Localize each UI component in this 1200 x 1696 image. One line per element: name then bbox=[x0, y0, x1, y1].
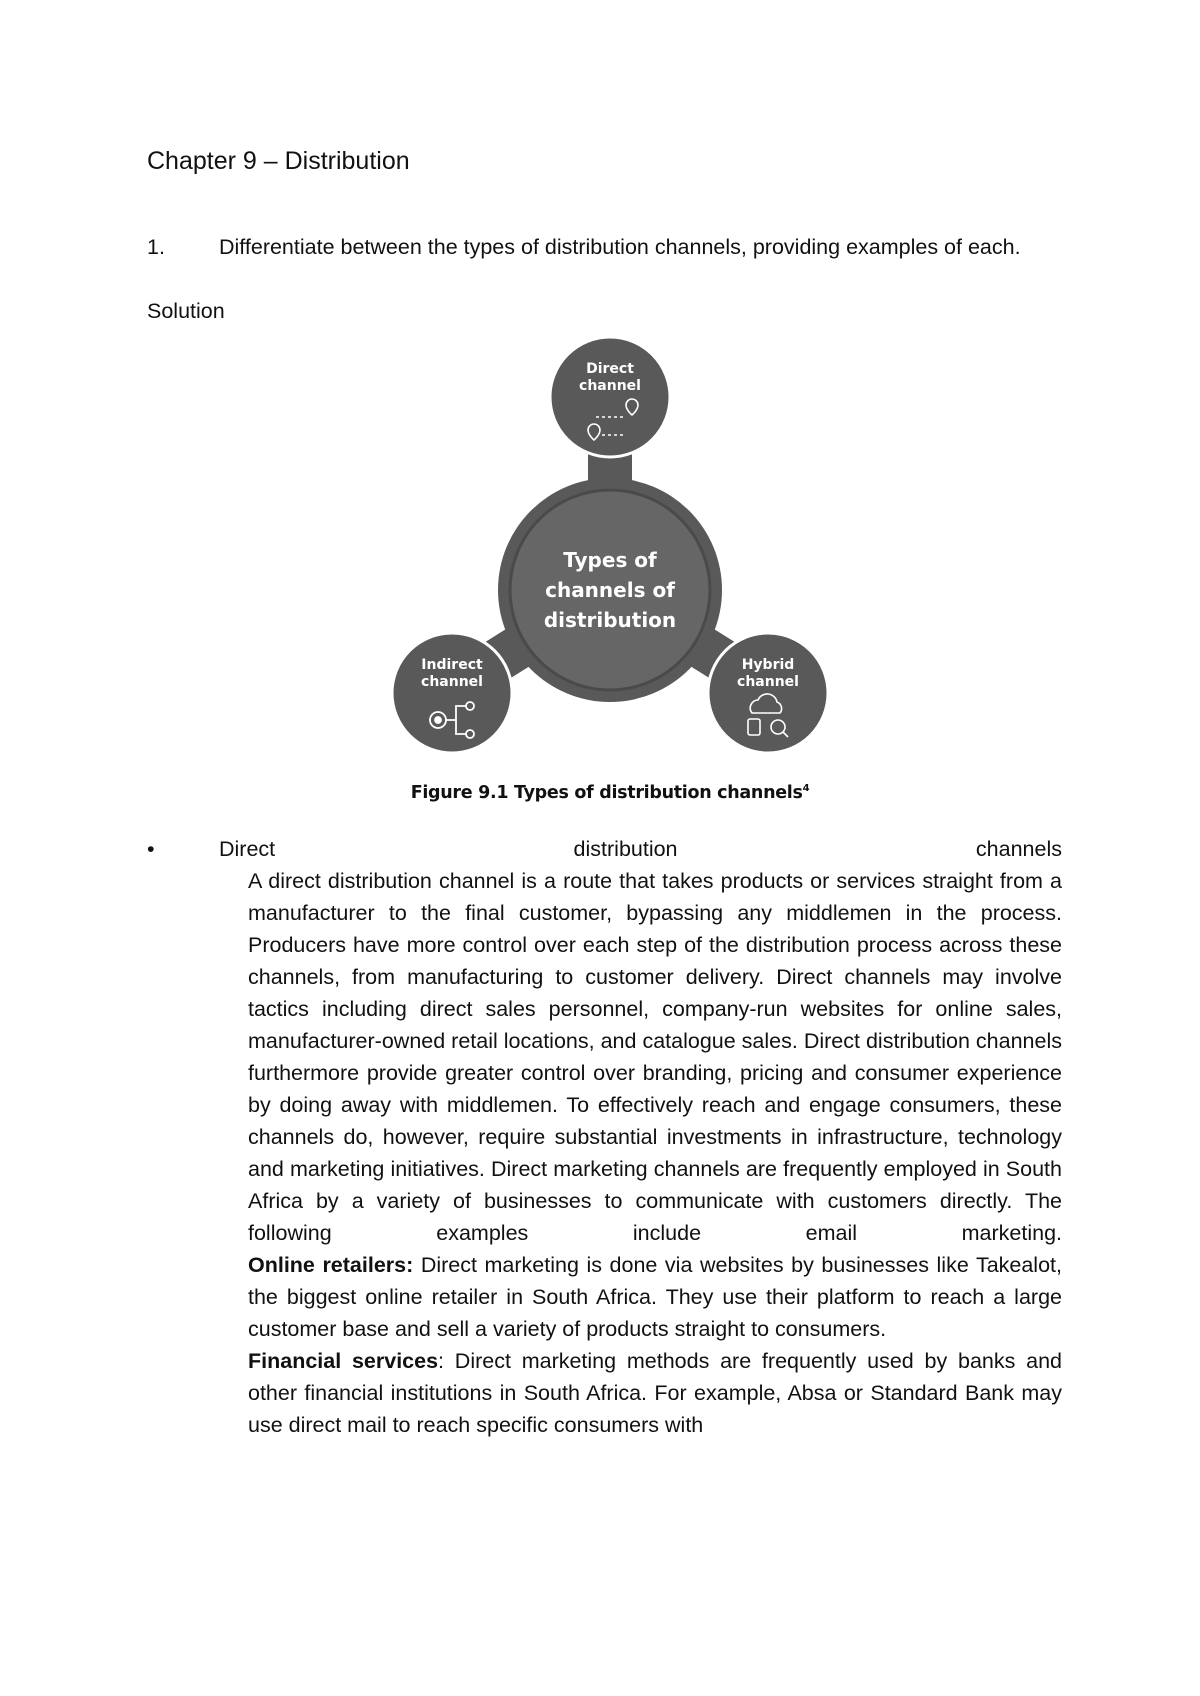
bullet-title bbox=[219, 833, 1062, 865]
bullet-symbol: • bbox=[147, 837, 155, 861]
question-number: 1. bbox=[147, 235, 165, 259]
hybrid-label-2: channel bbox=[737, 674, 799, 690]
solution-label: Solution bbox=[147, 299, 225, 323]
hybrid-channel-circle bbox=[708, 633, 828, 753]
bullet-word-1: Direct bbox=[219, 837, 276, 861]
bullet-word-2: distribution bbox=[573, 837, 678, 861]
indirect-channel-circle bbox=[392, 633, 512, 753]
center-line-1: Types of bbox=[563, 548, 657, 572]
figure-caption-text: Figure 9.1 Types of distribution channels bbox=[410, 783, 803, 803]
chapter-title: Chapter 9 – Distribution bbox=[147, 147, 410, 175]
center-line-2: channels of bbox=[545, 578, 675, 602]
bullet-word-3: channels bbox=[975, 837, 1062, 861]
question-text: Differentiate between the types of distribution channels, providing examples of each. bbox=[219, 235, 1021, 259]
online-retailers-label: Online retailers: bbox=[248, 1253, 414, 1277]
direct-channel-explanation bbox=[248, 865, 1062, 1441]
paragraph-online-retailers bbox=[248, 1249, 1062, 1345]
hybrid-label-1: Hybrid bbox=[741, 657, 795, 673]
direct-label-2: channel bbox=[579, 378, 641, 394]
online-retailers-text: Direct marketing is done via websites by businesses like Takealot, the biggest online retailer in South Africa. They use their platform to reach a large customer base and sell a variety of products straight to consumers. bbox=[248, 1253, 1062, 1341]
direct-channel-circle bbox=[550, 337, 670, 457]
financial-services-label: Financial services bbox=[248, 1349, 439, 1373]
indirect-label-1: Indirect bbox=[421, 657, 483, 673]
direct-label-1: Direct bbox=[586, 361, 634, 377]
paragraph-financial-services bbox=[248, 1345, 1062, 1441]
paragraph-direct-channel: A direct distribution channel is a route that takes products or services straight from a manufacturer to the final customer, bypassing any middlemen in the process. Producers have more control over each step of the distribution process across these channels, from manufacturing to customer delivery. Direct channels may involve tactics including direct sales personnel, company-run websites for online sales, manufacturer-owned retail locations, and catalogue sales. Direct distribution channels furthermore provide greater control over branding, pricing and consumer experience by doing away with middlemen. To effectively reach and engage consumers, these channels do, however, require substantial investments in infrastructure, technology and marketing initiatives. Direct marketing channels are frequently employed in South Africa by a variety of businesses to communicate with customers directly. The following examples include email marketing. bbox=[248, 869, 1062, 1245]
channels-diagram bbox=[380, 335, 840, 775]
indirect-label-2: channel bbox=[421, 674, 483, 690]
figure-distribution-channels bbox=[380, 335, 840, 815]
center-line-3: distribution bbox=[543, 608, 677, 632]
figure-caption-note: 4 bbox=[802, 783, 810, 795]
figure-caption bbox=[380, 783, 840, 803]
financial-services-text: : Direct marketing methods are frequently used by banks and other financial institutions in South Africa. For example, Absa or Standard Bank may use direct mail to reach specific consumers with bbox=[248, 1349, 1062, 1437]
bullet-direct-distribution bbox=[147, 833, 1062, 865]
question-1 bbox=[147, 231, 1062, 263]
